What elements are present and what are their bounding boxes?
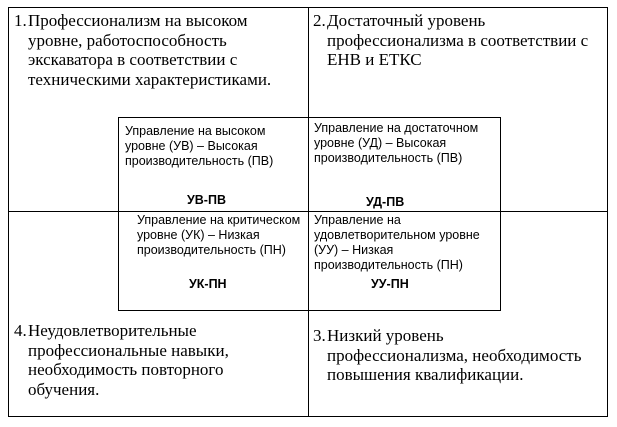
quadrant-2 bbox=[313, 11, 595, 70]
quadrant-4 bbox=[14, 321, 294, 399]
cell-uv-pv-text: Управление на высоком уровне (УВ) – Высокая производительность (ПВ) bbox=[125, 124, 303, 169]
cell-ud-pv-code: УД-ПВ bbox=[366, 195, 405, 209]
cell-uv-pv-code: УВ-ПВ bbox=[187, 193, 226, 207]
cell-uu-pn-code: УУ-ПН bbox=[371, 277, 409, 291]
cell-ud-pv-text: Управление на достаточном уровне (УД) – Высокая производительность (ПВ) bbox=[314, 121, 479, 165]
quadrant-4-number: 4. bbox=[14, 321, 27, 340]
cell-uu-pn-text: Управление на удовлетворительном уровне (УУ) – Низкая производительность (ПН) bbox=[314, 213, 480, 272]
quadrant-3-text: Низкий уровень профессионализма, необходимость повышения квалификации. bbox=[327, 326, 582, 384]
quadrant-1 bbox=[14, 11, 302, 89]
cell-uk-pn-text: Управление на критическом уровне (УК) – Низкая производительность (ПН) bbox=[137, 213, 301, 257]
cell-uk-pn-code: УК-ПН bbox=[189, 277, 227, 291]
quadrant-3 bbox=[313, 326, 583, 385]
quadrant-1-number: 1. bbox=[14, 11, 27, 30]
quadrant-4-text: Неудовлетворительные профессиональные навыки, необходимость повторного обучения. bbox=[28, 321, 229, 399]
quadrant-1-text: Профессионализм на высоком уровне, работоспособность экскаватора в соответствии с техническими характеристиками. bbox=[28, 11, 272, 89]
quadrant-3-number: 3. bbox=[313, 326, 326, 345]
quadrant-2-number: 2. bbox=[313, 11, 326, 30]
quadrant-2-text: Достаточный уровень профессионализма в соответствии с ЕНВ и ЕТКС bbox=[327, 11, 589, 69]
